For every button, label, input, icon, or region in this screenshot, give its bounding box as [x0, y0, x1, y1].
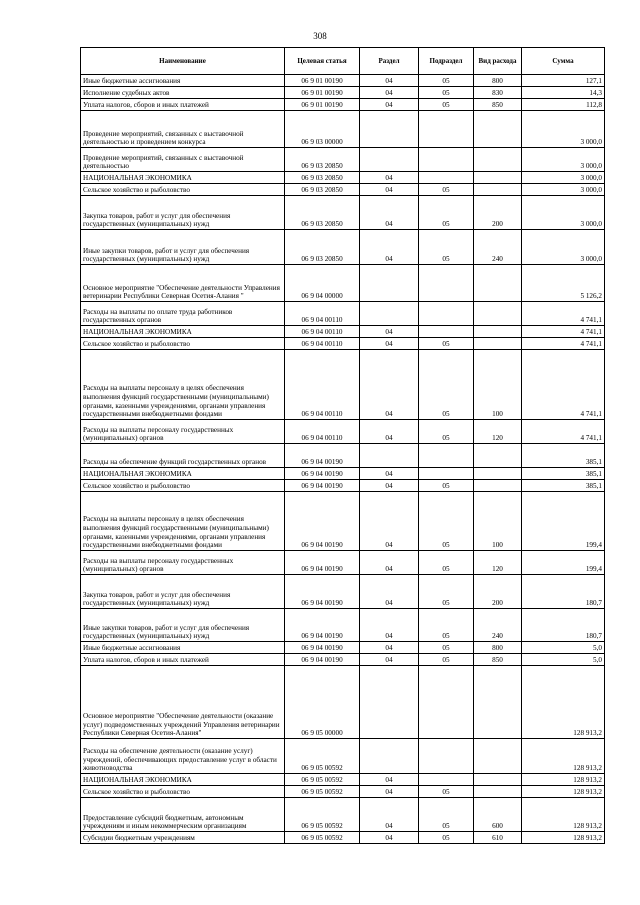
- cell-name: Расходы на выплаты персоналу в целях обеспечения выполнения функций государственными (муниципальными) органами, казенными учреждениями, органами управления государственными внебюджетными фондами: [81, 350, 285, 420]
- cell-code: 06 9 05 00592: [285, 739, 360, 774]
- cell-subsection: [419, 111, 474, 148]
- table-row: [81, 196, 605, 230]
- cell-name: Уплата налогов, сборов и иных платежей: [81, 654, 285, 666]
- cell-subsection: 05: [419, 196, 474, 230]
- table-row: [81, 338, 605, 350]
- cell-name: Субсидии бюджетным учреждениям: [81, 832, 285, 844]
- cell-subsection: [419, 265, 474, 302]
- cell-name: Расходы на обеспечение функций государственных органов: [81, 444, 285, 468]
- cell-type: 610: [474, 832, 522, 844]
- cell-code: 06 9 05 00592: [285, 774, 360, 786]
- cell-code: 06 9 03 20850: [285, 230, 360, 265]
- cell-amount: 180,7: [522, 609, 605, 642]
- cell-type: 100: [474, 350, 522, 420]
- cell-type: [474, 148, 522, 172]
- header-amount: Сумма: [522, 48, 605, 75]
- cell-amount: 5,0: [522, 654, 605, 666]
- cell-subsection: 05: [419, 654, 474, 666]
- header-name: Наименование: [81, 48, 285, 75]
- cell-section: [360, 666, 419, 739]
- cell-name: Иные бюджетные ассигнования: [81, 75, 285, 87]
- cell-subsection: [419, 444, 474, 468]
- cell-subsection: 05: [419, 350, 474, 420]
- table-row: [81, 230, 605, 265]
- table-row: [81, 302, 605, 326]
- cell-subsection: 05: [419, 492, 474, 551]
- cell-type: 240: [474, 230, 522, 265]
- cell-type: 100: [474, 492, 522, 551]
- table-row: [81, 654, 605, 666]
- table-row: [81, 265, 605, 302]
- cell-name: Уплата налогов, сборов и иных платежей: [81, 99, 285, 111]
- cell-code: 06 9 04 00190: [285, 654, 360, 666]
- cell-section: [360, 739, 419, 774]
- cell-section: 04: [360, 99, 419, 111]
- cell-name: Основное мероприятие "Обеспечение деятельности (оказание услуг) подведомственных учреждений Управления ветеринарии Республики Северная Осетия-Алания": [81, 666, 285, 739]
- header-code: Целевая статья: [285, 48, 360, 75]
- cell-amount: 3 000,0: [522, 148, 605, 172]
- cell-name: Закупка товаров, работ и услуг для обеспечения государственных (муниципальных) нужд: [81, 196, 285, 230]
- cell-subsection: 05: [419, 786, 474, 798]
- table-header-row: [81, 48, 605, 75]
- cell-subsection: 05: [419, 798, 474, 832]
- cell-name: Сельское хозяйство и рыболовство: [81, 480, 285, 492]
- cell-amount: 3 000,0: [522, 111, 605, 148]
- table-row: [81, 184, 605, 196]
- table-row: [81, 111, 605, 148]
- cell-section: [360, 265, 419, 302]
- cell-code: 06 9 03 20850: [285, 148, 360, 172]
- cell-name: Сельское хозяйство и рыболовство: [81, 786, 285, 798]
- table-row: [81, 350, 605, 420]
- cell-code: 06 9 01 00190: [285, 87, 360, 99]
- cell-type: [474, 326, 522, 338]
- cell-type: [474, 302, 522, 326]
- cell-type: [474, 265, 522, 302]
- cell-subsection: 05: [419, 832, 474, 844]
- cell-name: Закупка товаров, работ и услуг для обеспечения государственных (муниципальных) нужд: [81, 575, 285, 609]
- cell-section: 04: [360, 468, 419, 480]
- cell-name: НАЦИОНАЛЬНАЯ ЭКОНОМИКА: [81, 172, 285, 184]
- header-section: Раздел: [360, 48, 419, 75]
- cell-subsection: 05: [419, 230, 474, 265]
- header-type: Вид расхода: [474, 48, 522, 75]
- table-row: [81, 739, 605, 774]
- cell-code: 06 9 04 00190: [285, 480, 360, 492]
- cell-code: 06 9 04 00190: [285, 444, 360, 468]
- cell-name: Иные бюджетные ассигнования: [81, 642, 285, 654]
- table-row: [81, 480, 605, 492]
- cell-name: НАЦИОНАЛЬНАЯ ЭКОНОМИКА: [81, 468, 285, 480]
- cell-name: Проведение мероприятий, связанных с выставочной деятельностью и проведением конкурса: [81, 111, 285, 148]
- cell-section: 04: [360, 196, 419, 230]
- cell-section: 04: [360, 551, 419, 575]
- cell-amount: 128 913,2: [522, 666, 605, 739]
- cell-subsection: [419, 666, 474, 739]
- cell-section: 04: [360, 480, 419, 492]
- cell-subsection: [419, 302, 474, 326]
- cell-amount: 4 741,1: [522, 302, 605, 326]
- cell-subsection: 05: [419, 184, 474, 196]
- cell-section: 04: [360, 798, 419, 832]
- cell-amount: 3 000,0: [522, 196, 605, 230]
- cell-type: [474, 468, 522, 480]
- cell-section: 04: [360, 774, 419, 786]
- cell-type: [474, 774, 522, 786]
- header-subsection: Подраздел: [419, 48, 474, 75]
- cell-type: [474, 666, 522, 739]
- cell-name: Исполнение судебных актов: [81, 87, 285, 99]
- cell-amount: 3 000,0: [522, 230, 605, 265]
- cell-amount: 4 741,1: [522, 326, 605, 338]
- cell-type: 850: [474, 654, 522, 666]
- cell-code: 06 9 03 00000: [285, 111, 360, 148]
- cell-subsection: 05: [419, 575, 474, 609]
- cell-amount: 385,1: [522, 444, 605, 468]
- cell-type: 240: [474, 609, 522, 642]
- table-row: [81, 468, 605, 480]
- cell-name: Расходы на выплаты по оплате труда работников государственных органов: [81, 302, 285, 326]
- cell-type: 120: [474, 551, 522, 575]
- cell-amount: 128 913,2: [522, 798, 605, 832]
- cell-code: 06 9 04 00190: [285, 492, 360, 551]
- cell-subsection: [419, 468, 474, 480]
- cell-code: 06 9 04 00110: [285, 302, 360, 326]
- cell-amount: 385,1: [522, 468, 605, 480]
- cell-amount: 127,1: [522, 75, 605, 87]
- cell-name: Расходы на выплаты персоналу государственных (муниципальных) органов: [81, 420, 285, 444]
- cell-amount: 4 741,1: [522, 420, 605, 444]
- table-row: [81, 420, 605, 444]
- cell-amount: 4 741,1: [522, 338, 605, 350]
- cell-subsection: 05: [419, 99, 474, 111]
- cell-subsection: 05: [419, 87, 474, 99]
- cell-section: 04: [360, 172, 419, 184]
- cell-section: 04: [360, 420, 419, 444]
- cell-subsection: [419, 148, 474, 172]
- cell-section: 04: [360, 654, 419, 666]
- page-number: 308: [313, 31, 327, 41]
- cell-code: 06 9 04 00190: [285, 575, 360, 609]
- cell-name: Иные закупки товаров, работ и услуг для обеспечения государственных (муниципальных) нужд: [81, 609, 285, 642]
- cell-code: 06 9 03 20850: [285, 184, 360, 196]
- cell-section: 04: [360, 642, 419, 654]
- cell-type: [474, 184, 522, 196]
- cell-subsection: [419, 774, 474, 786]
- cell-section: 04: [360, 338, 419, 350]
- cell-code: 06 9 01 00190: [285, 75, 360, 87]
- cell-section: [360, 148, 419, 172]
- table-row: [81, 774, 605, 786]
- cell-code: 06 9 03 20850: [285, 196, 360, 230]
- cell-type: [474, 480, 522, 492]
- cell-code: 06 9 04 00110: [285, 420, 360, 444]
- cell-amount: 5,0: [522, 642, 605, 654]
- cell-subsection: 05: [419, 551, 474, 575]
- table-row: [81, 786, 605, 798]
- table-row: [81, 172, 605, 184]
- cell-section: 04: [360, 326, 419, 338]
- cell-code: 06 9 05 00592: [285, 832, 360, 844]
- cell-section: 04: [360, 75, 419, 87]
- cell-amount: 180,7: [522, 575, 605, 609]
- table-row: [81, 798, 605, 832]
- cell-code: 06 9 03 20850: [285, 172, 360, 184]
- cell-type: [474, 444, 522, 468]
- cell-name: НАЦИОНАЛЬНАЯ ЭКОНОМИКА: [81, 774, 285, 786]
- cell-section: 04: [360, 492, 419, 551]
- cell-amount: 128 913,2: [522, 832, 605, 844]
- table-row: [81, 575, 605, 609]
- table-row: [81, 551, 605, 575]
- cell-section: 04: [360, 786, 419, 798]
- cell-name: Проведение мероприятий, связанных с выставочной деятельностью: [81, 148, 285, 172]
- cell-type: 850: [474, 99, 522, 111]
- cell-subsection: [419, 172, 474, 184]
- table-row: [81, 492, 605, 551]
- cell-code: 06 9 04 00000: [285, 265, 360, 302]
- table-row: [81, 75, 605, 87]
- cell-subsection: 05: [419, 338, 474, 350]
- cell-code: 06 9 05 00000: [285, 666, 360, 739]
- cell-subsection: 05: [419, 609, 474, 642]
- cell-type: 200: [474, 196, 522, 230]
- cell-section: [360, 444, 419, 468]
- cell-code: 06 9 05 00592: [285, 798, 360, 832]
- cell-name: Расходы на обеспечение деятельности (оказание услуг) учреждений, обеспечивающих предоставление услуг в области животноводства: [81, 739, 285, 774]
- cell-name: Расходы на выплаты персоналу государственных (муниципальных) органов: [81, 551, 285, 575]
- table-row: [81, 87, 605, 99]
- cell-type: 800: [474, 75, 522, 87]
- cell-type: [474, 172, 522, 184]
- table-row: [81, 666, 605, 739]
- cell-name: Основное мероприятие "Обеспечение деятельности Управления ветеринарии Республики Северная Осетия-Алания ": [81, 265, 285, 302]
- cell-type: 200: [474, 575, 522, 609]
- cell-amount: 5 126,2: [522, 265, 605, 302]
- cell-code: 06 9 04 00110: [285, 326, 360, 338]
- table-row: [81, 609, 605, 642]
- cell-amount: 112,8: [522, 99, 605, 111]
- table-row: [81, 444, 605, 468]
- cell-code: 06 9 04 00110: [285, 350, 360, 420]
- cell-amount: 3 000,0: [522, 184, 605, 196]
- table-row: [81, 326, 605, 338]
- cell-type: 800: [474, 642, 522, 654]
- cell-section: 04: [360, 609, 419, 642]
- cell-code: 06 9 04 00190: [285, 551, 360, 575]
- cell-section: 04: [360, 350, 419, 420]
- cell-code: 06 9 04 00190: [285, 609, 360, 642]
- cell-name: Предоставление субсидий бюджетным, автономным учреждениям и иным некоммерческим организациям: [81, 798, 285, 832]
- cell-type: [474, 111, 522, 148]
- cell-subsection: 05: [419, 75, 474, 87]
- cell-amount: 199,4: [522, 492, 605, 551]
- cell-type: [474, 786, 522, 798]
- cell-section: 04: [360, 184, 419, 196]
- cell-name: Расходы на выплаты персоналу в целях обеспечения выполнения функций государственными (муниципальными) органами, казенными учреждениями, органами управления государственными внебюджетными фондами: [81, 492, 285, 551]
- cell-type: [474, 338, 522, 350]
- cell-subsection: 05: [419, 480, 474, 492]
- cell-amount: 128 913,2: [522, 739, 605, 774]
- cell-section: 04: [360, 87, 419, 99]
- budget-table: [80, 47, 605, 844]
- cell-section: [360, 302, 419, 326]
- cell-amount: 385,1: [522, 480, 605, 492]
- cell-name: Иные закупки товаров, работ и услуг для обеспечения государственных (муниципальных) нужд: [81, 230, 285, 265]
- cell-code: 06 9 04 00110: [285, 338, 360, 350]
- table-row: [81, 642, 605, 654]
- cell-code: 06 9 04 00190: [285, 468, 360, 480]
- cell-amount: 3 000,0: [522, 172, 605, 184]
- cell-code: 06 9 04 00190: [285, 642, 360, 654]
- cell-amount: 199,4: [522, 551, 605, 575]
- cell-type: [474, 739, 522, 774]
- cell-subsection: [419, 326, 474, 338]
- table-row: [81, 148, 605, 172]
- cell-section: 04: [360, 832, 419, 844]
- cell-section: [360, 111, 419, 148]
- cell-subsection: [419, 739, 474, 774]
- table-row: [81, 832, 605, 844]
- cell-section: 04: [360, 230, 419, 265]
- cell-type: 600: [474, 798, 522, 832]
- cell-name: НАЦИОНАЛЬНАЯ ЭКОНОМИКА: [81, 326, 285, 338]
- cell-type: 830: [474, 87, 522, 99]
- cell-name: Сельское хозяйство и рыболовство: [81, 338, 285, 350]
- cell-amount: 128 913,2: [522, 774, 605, 786]
- cell-name: Сельское хозяйство и рыболовство: [81, 184, 285, 196]
- cell-subsection: 05: [419, 420, 474, 444]
- cell-type: 120: [474, 420, 522, 444]
- cell-code: 06 9 05 00592: [285, 786, 360, 798]
- cell-section: 04: [360, 575, 419, 609]
- cell-subsection: 05: [419, 642, 474, 654]
- cell-amount: 128 913,2: [522, 786, 605, 798]
- cell-code: 06 9 01 00190: [285, 99, 360, 111]
- cell-amount: 4 741,1: [522, 350, 605, 420]
- cell-amount: 14,3: [522, 87, 605, 99]
- table-row: [81, 99, 605, 111]
